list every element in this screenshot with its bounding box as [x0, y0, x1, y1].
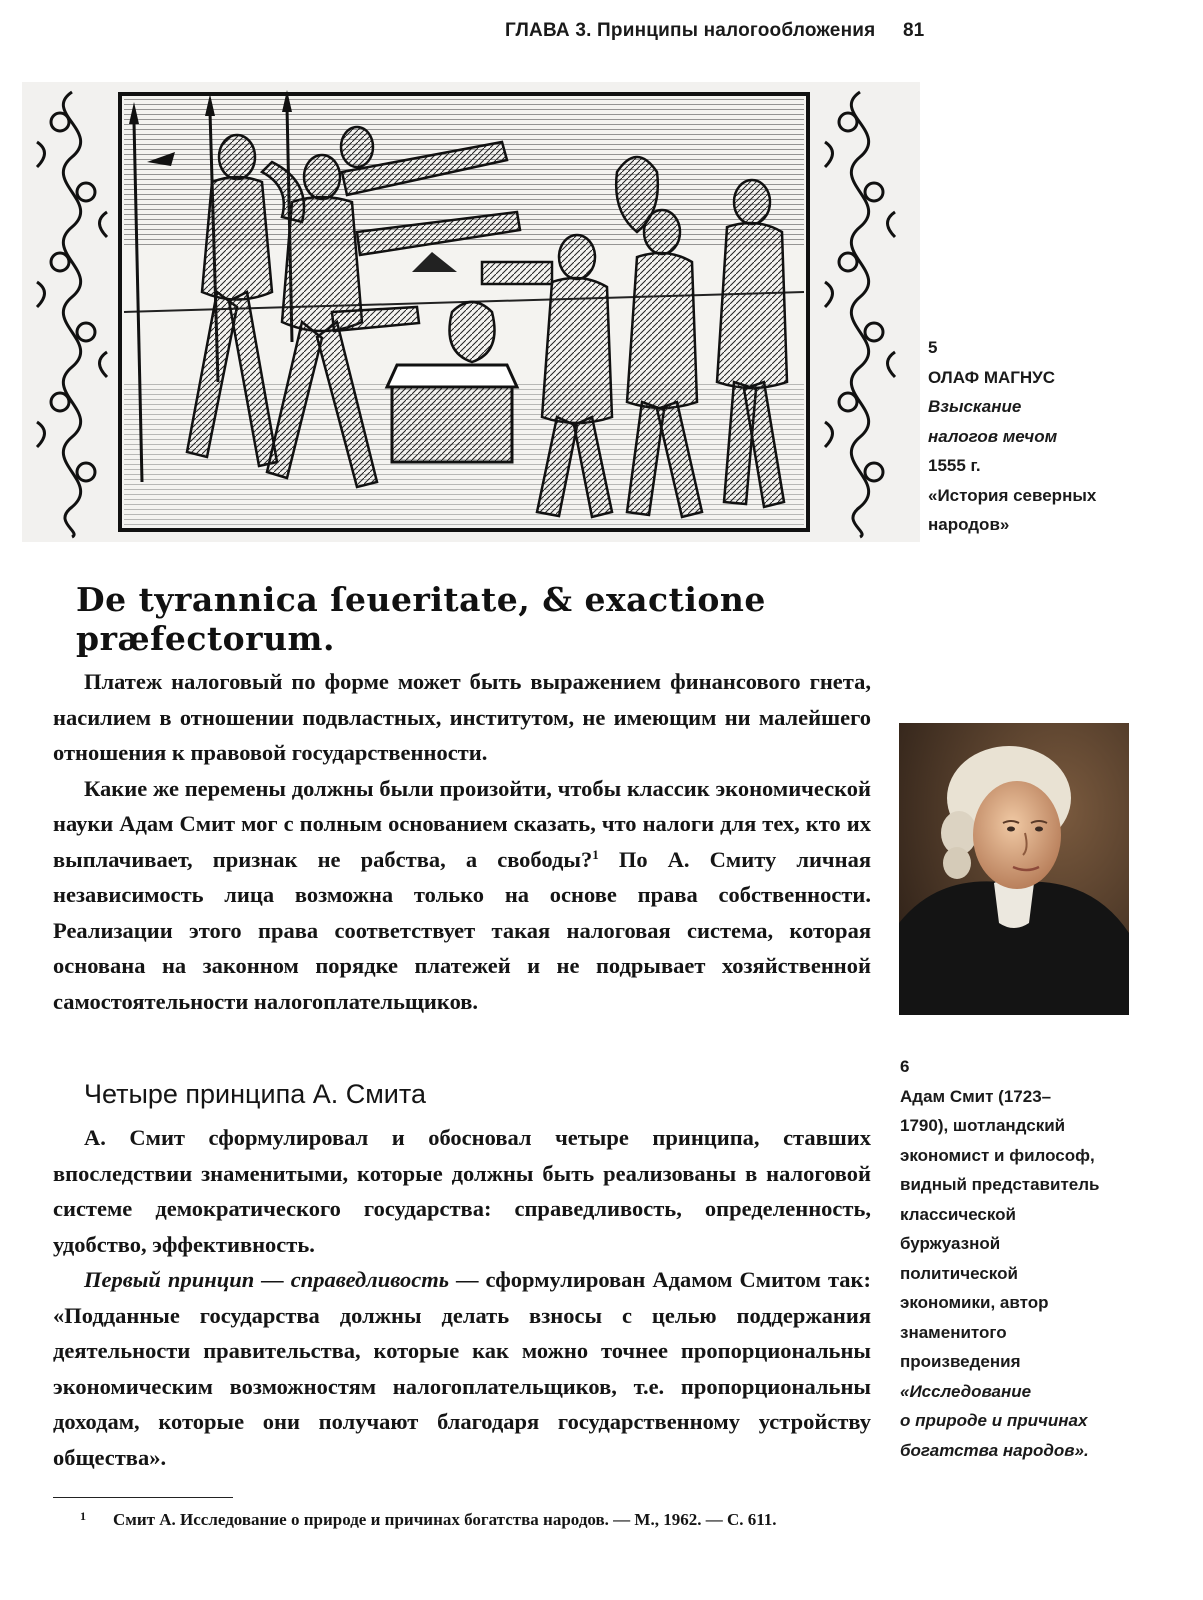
paragraph-first-principle — [53, 1262, 871, 1475]
woodcut-illustration — [22, 82, 920, 542]
figure-5-title-line-1: Взыскание — [928, 397, 1022, 416]
figure-6-caption-line: буржуазной — [900, 1234, 1001, 1253]
paragraph-2 — [53, 771, 871, 1020]
paragraph-principles: А. Смит сформулировал и обосновал четыре принципа, ставших впоследствии знаменитыми, которые должны быть реализованы в налоговой системе демократического государства: справедливость, определенность, удобство, эффективность. — [53, 1125, 871, 1257]
figure-5-source-line-2: народов» — [928, 515, 1010, 534]
paragraph-1: Платеж налоговый по форме может быть выражением финансового гнета, насилием в отношении подвластных, институтом, не имеющим ни малейшего отношения к правовой государственности. — [53, 669, 871, 765]
figure-6-book-title-line-2: о природе и причинах — [900, 1411, 1088, 1430]
figure-5-author: ОЛАФ МАГНУС — [928, 367, 1056, 387]
right-ornament — [825, 92, 895, 537]
body-text-section — [53, 1120, 871, 1475]
paragraph-2-continuation: По А. Смиту личная независимость лица возможна только на основе права собственности. Реализации этого права соответствует такая налоговая система, которая основана на законном порядке платежей и не подрывает хозяйственной самостоятельности налогоплательщиков. — [53, 846, 872, 1014]
figure-6-book-title-line-3: богатства народов». — [900, 1440, 1089, 1460]
figure-5-caption — [928, 333, 1190, 540]
body-text-top — [53, 664, 871, 1019]
figure-6-number: 6 — [900, 1057, 910, 1076]
figure-5-year: 1555 г. — [928, 456, 981, 475]
footnote-reference[interactable]: 1 — [592, 846, 599, 862]
figure-5-title-line-2: налогов мечом — [928, 426, 1058, 446]
footnote — [53, 1503, 871, 1533]
figure-6-caption-line: знаменитого — [900, 1322, 1007, 1342]
figure-6-caption-line: видный представитель — [900, 1175, 1100, 1194]
plate-title: De tyrannica ſeueritate, & exactione præfectorum. — [76, 580, 766, 658]
adam-smith-portrait — [899, 723, 1129, 1015]
footnote-mark: 1 — [80, 1509, 86, 1523]
figure-6-caption-line: экономики, автор — [900, 1293, 1049, 1312]
figure-6-caption-line: 1790), шотландский — [900, 1116, 1066, 1135]
figure-6-caption-line: произведения — [900, 1352, 1021, 1371]
figure-6-caption-line: классической — [900, 1204, 1017, 1224]
first-principle-text: — сформулирован Адамом Смитом так: «Подданные государства должны делать взносы с целью поддержания деятельности правительства, которые как можно точнее пропорциональны экономическим возможностям налогоплательщиков, т.е. пропорциональны доходам, которые они получают благодаря государственному устройству общества». — [53, 1267, 871, 1470]
first-principle-term: Первый принцип — справедливость — [84, 1267, 449, 1292]
figure-5-number: 5 — [928, 338, 938, 357]
footnote-rule — [53, 1497, 233, 1498]
figure-5-source-line-1: «История северных — [928, 485, 1097, 505]
figure-6-caption-line: Адам Смит (1723– — [900, 1086, 1052, 1106]
page-number: 81 — [903, 20, 925, 41]
figure-6-caption-line: экономист и философ, — [900, 1145, 1095, 1165]
paragraph-2-text: Какие же перемены должны были произойти, чтобы классик экономической науки Адам Смит мог с полным основанием сказать, что налоги для тех, кто их выплачивает, признак не рабства, а свободы? — [53, 775, 871, 872]
footnote-text: Смит А. Исследование о природе и причинах богатства народов. — М., 1962. — С. 611. — [113, 1510, 777, 1529]
figure-6-caption-line: политической — [900, 1263, 1018, 1283]
section-heading: Четыре принципа А. Смита — [84, 1079, 426, 1109]
figure-6-book-title-line-1: «Исследование — [900, 1381, 1032, 1401]
figure-6-caption — [900, 1052, 1150, 1465]
chapter-title: ГЛАВА 3. Принципы налогообложения — [505, 20, 876, 41]
left-ornament — [37, 92, 107, 537]
